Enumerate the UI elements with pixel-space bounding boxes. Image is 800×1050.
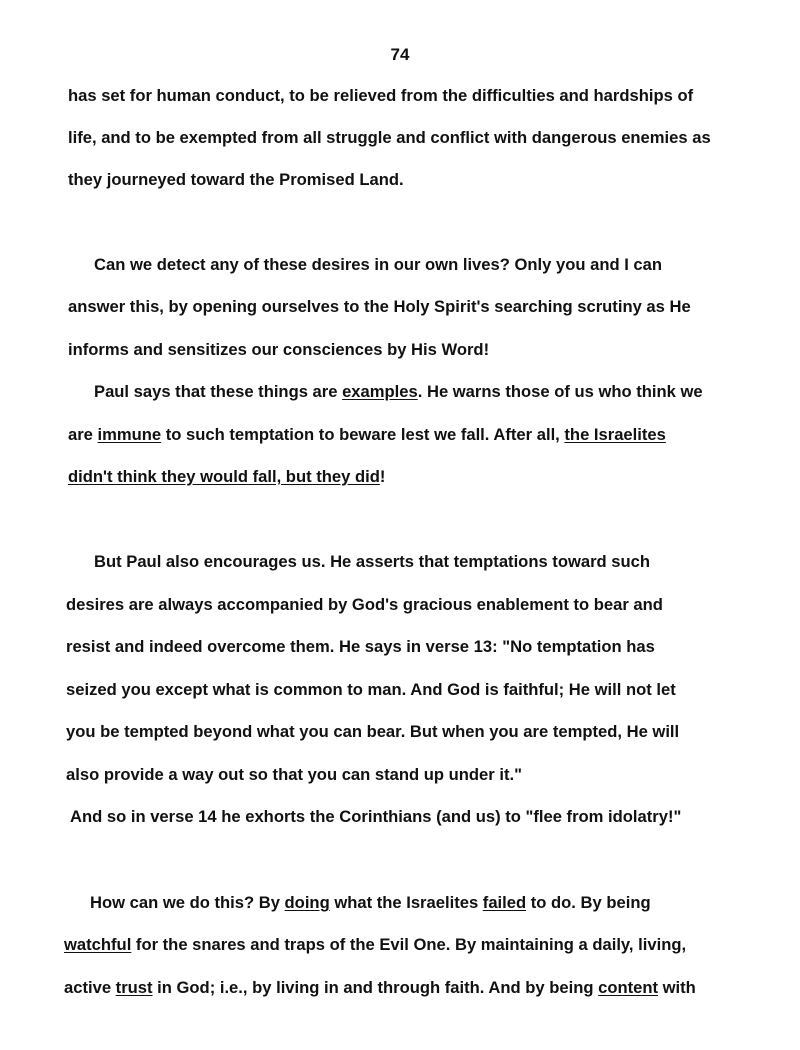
text-line: has set for human conduct, to be relieved from the difficulties and hardships of: [68, 86, 694, 105]
text-line: [90, 893, 651, 913]
underlined-word-doing: doing: [284, 893, 330, 912]
text-line: life, and to be exempted from all struggle and conflict with dangerous enemies as: [68, 128, 711, 147]
underlined-word-trust: trust: [115, 978, 153, 997]
text-run: what the Israelites: [329, 893, 483, 912]
text-line: they journeyed toward the Promised Land.: [68, 170, 404, 189]
text-line: informs and sensitizes our consciences by His Word!: [68, 340, 490, 359]
text-line: seized you except what is common to man. And God is faithful; He will not let: [66, 680, 676, 699]
text-line: answer this, by opening ourselves to the Holy Spirit's searching scrutiny as He: [68, 297, 691, 316]
underlined-word-content: content: [598, 978, 659, 997]
text-run: Paul says that these things are: [94, 382, 343, 401]
text-run: with: [658, 978, 696, 997]
text-run: for the snares and traps of the Evil One. By maintaining a daily, living,: [131, 935, 687, 954]
text-run: . He warns those of us who think we: [417, 382, 703, 401]
text-run: How can we do this? By: [90, 893, 285, 912]
underlined-phrase-israelites: the Israelites: [564, 425, 666, 444]
underlined-word-failed: failed: [482, 893, 527, 912]
text-line: And so in verse 14 he exhorts the Corinthians (and us) to "flee from idolatry!": [70, 807, 682, 826]
text-run: !: [379, 467, 386, 486]
text-line: But Paul also encourages us. He asserts that temptations toward such: [94, 552, 651, 571]
text-run: are: [68, 425, 98, 444]
text-line: [68, 425, 666, 445]
underlined-word-immune: immune: [97, 425, 162, 444]
underlined-word-examples: examples: [342, 382, 418, 401]
text-line: [64, 978, 696, 998]
text-run: active: [64, 978, 116, 997]
underlined-word-watchful: watchful: [64, 935, 132, 954]
text-line: desires are always accompanied by God's gracious enablement to bear and: [66, 595, 663, 614]
text-line: [68, 467, 385, 487]
text-line: resist and indeed overcome them. He says in verse 13: "No temptation has: [66, 637, 655, 656]
text-line: you be tempted beyond what you can bear. But when you are tempted, He will: [66, 722, 680, 741]
text-run: in God; i.e., by living in and through faith. And by being: [152, 978, 599, 997]
text-run: to such temptation to beware lest we fall. After all,: [161, 425, 565, 444]
page-number: 74: [390, 45, 410, 64]
text-line: also provide a way out so that you can stand up under it.": [66, 765, 522, 784]
text-line: [64, 935, 686, 955]
text-line: Can we detect any of these desires in our own lives? Only you and I can: [94, 255, 663, 274]
underlined-phrase-they-did: didn't think they would fall, but they did: [68, 467, 380, 486]
text-run: to do. By being: [526, 893, 651, 912]
text-line: [94, 382, 703, 402]
